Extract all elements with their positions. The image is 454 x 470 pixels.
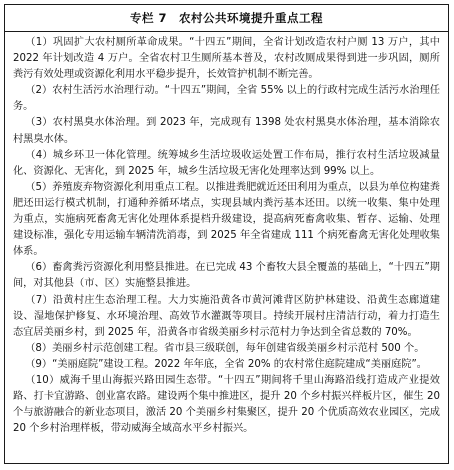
item-sewage-treatment: （2）农村生活污水治理行动。“十四五”期间，全省 55% 以上的行政村完成生活污水治理任务。	[13, 85, 440, 113]
item-weihai-eco-belt: （10）威海千里山海振兴路田园生态带。“十四五”期间将千里山海路沿线打造成产业提效路、打卡宜游路、创业富农路。建设两个集中推进区，提升 20 个乡村振兴样板片区，催生 20 个与旅游融合的新业态项目，激活 20 个美丽乡村集聚区，提升 20 个优质高效农业园区，完成 20 个乡村治理样板，带动威海全域高水平乡村振兴。	[13, 374, 440, 435]
column-header	[5, 5, 448, 32]
item-livestock-waste-utilization: （5）养殖废弃物资源化利用重点工程。以推进粪肥就近还田利用为重点，以县为单位构建粪肥还田运行模式机制，打通种养循环堵点，实现县域内粪污基本还田。以统一收集、集中处理为重点，实施病死畜禽无害化处理体系提档升级建设，提高病死畜禽收集、暂存、运输、处理建设标准，强化专用运输车辆清洗消毒，到 2025 年全省建成 111 个病死畜禽无害化处理收集体系。	[13, 181, 440, 258]
item-toilet-revolution: （1）巩固扩大农村厕所革命成果。“十四五”期间，全省计划改造农村户厕 13 万户，其中 2022 年计划改造 4 万户。全省农村卫生厕所基本普及，农村改厕成果得到进一步巩固，厕所粪污有效处理或资源化利用水平稳步提升，长效管护机制不断完善。	[13, 37, 440, 81]
item-beautiful-village: （8）美丽乡村示范创建工程。省市县三级联创，每年创建省级美丽乡村示范村 500 个。	[25, 342, 425, 354]
column-box	[4, 4, 449, 464]
item-yellow-river-ecology: （7）沿黄村庄生态治理工程。大力实施沿黄各市黄河滩背区防护林建设、沿黄生态廊道建设、湿地保护修复、水环境治理、高效节水灌溉等项目。持续开展村庄清洁行动，着力打造生态宜居美丽乡村，到 2025 年，沿黄各市省级美丽乡村示范村力争达到全省总数的 70%。	[13, 294, 440, 338]
column-body	[5, 32, 448, 437]
item-beautiful-courtyard: （9）“美丽庭院”建设工程。2022 年年底，全省 20% 的农村常住庭院建成“美丽庭院”。	[25, 358, 427, 370]
item-county-promotion: （6）畜禽粪污资源化利用整县推进。在已完成 43 个畜牧大县全覆盖的基础上，“十四五”期间，对其他县（市、区）实施整县推进。	[13, 262, 440, 290]
item-sanitation-integration: （4）城乡环卫一体化管理。统筹城乡生活垃圾收运处置工作布局，推行农村生活垃圾减量化、资源化、无害化，到 2025 年，城乡生活垃圾无害化处理率达到 99% 以上。	[13, 149, 440, 177]
column-title: 专栏 7 农村公共环境提升重点工程	[129, 11, 323, 25]
item-black-odorous-water: （3）农村黑臭水体治理。到 2023 年，完成现有 1398 处农村黑臭水体治理，基本消除农村黑臭水体。	[13, 117, 440, 145]
